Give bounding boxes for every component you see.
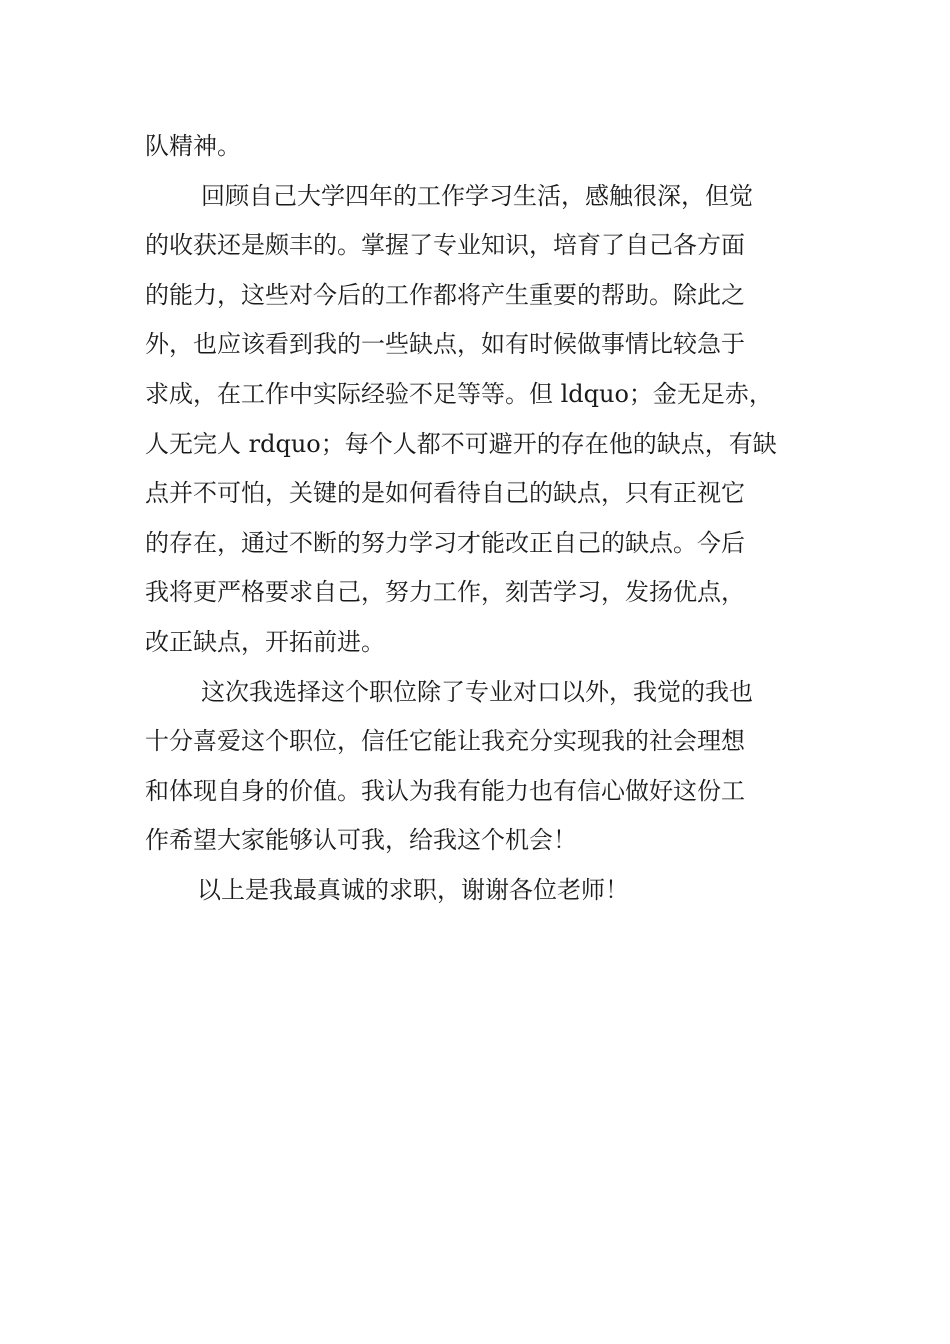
text-line: 外，也应该看到我的一些缺点，如有时候做事情比较急于: [145, 330, 745, 359]
text-line: 点并不可怕，关键的是如何看待自己的缺点，只有正视它: [145, 479, 745, 508]
text-line: 的存在，通过不断的努力学习才能改正自己的缺点。今后: [145, 528, 745, 557]
body-text: [145, 122, 815, 916]
text-line: 队精神。: [145, 132, 241, 160]
text-line: 求成，在工作中实际经验不足等等。但 ldquo；金无足赤，: [145, 379, 773, 408]
text-line: 的收获还是颇丰的。掌握了专业知识，培育了自己各方面: [145, 231, 745, 260]
text-line: 的能力，这些对今后的工作都将产生重要的帮助。除此之: [145, 280, 745, 309]
text-line: 作希望大家能够认可我，给我这个机会！: [145, 826, 577, 855]
text-line: 人无完人 rdquo；每个人都不可避开的存在他的缺点，有缺: [145, 429, 777, 458]
text-line: 和体现自身的价值。我认为我有能力也有信心做好这份工: [145, 776, 745, 805]
paragraph-start-line: 这次我选择这个职位除了专业对口以外，我觉的我也: [201, 677, 753, 706]
text-line: 我将更严格要求自己，努力工作，刻苦学习，发扬优点，: [145, 578, 745, 607]
text-line: 十分喜爱这个职位，信任它能让我充分实现我的社会理想: [145, 727, 745, 756]
paragraph-start-line: 以上是我最真诚的求职，谢谢各位老师！: [197, 875, 629, 904]
paragraph-start-line: 回顾自己大学四年的工作学习生活，感触很深，但觉: [201, 181, 753, 210]
text-line: 改正缺点，开拓前进。: [145, 627, 385, 656]
